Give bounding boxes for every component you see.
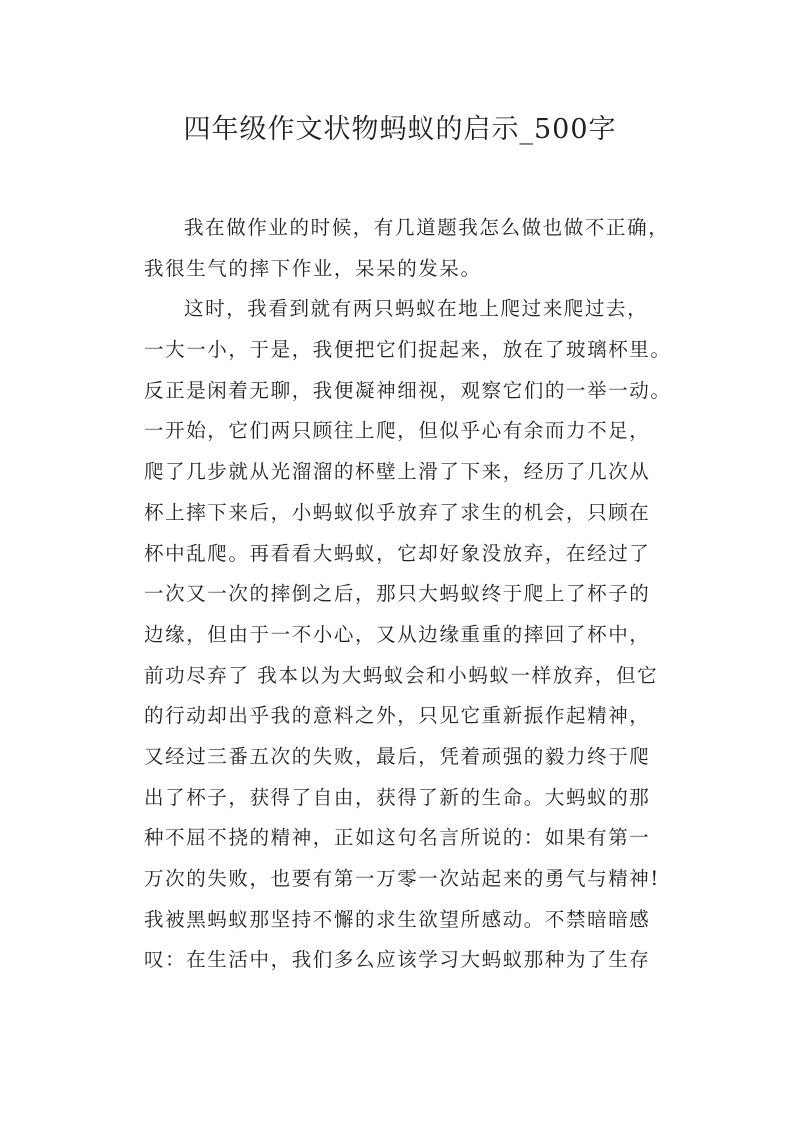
paragraph-2-line-15: 万次的失败，也要有第一万零一次站起来的勇气与精神! bbox=[144, 867, 660, 890]
document-body bbox=[144, 208, 674, 981]
paragraph-2-line-10: 前功尽弃了 我本以为大蚂蚁会和小蚂蚁一样放弃，但它 bbox=[144, 663, 659, 687]
paragraph-2-line-2: 一大一小，于是，我便把它们捉起来，放在了玻璃杯里。 bbox=[144, 338, 672, 362]
paragraph-2-line-8: 一次又一次的摔倒之后，那只大蚂蚁终于爬上了杯子的 bbox=[144, 582, 651, 606]
paragraph-1-line-1: 我在做作业的时候，有几道题我怎么做也做不正确， bbox=[184, 216, 670, 239]
paragraph-2-line-16: 我被黑蚂蚁那坚持不懈的求生欲望所感动。不禁暗暗感 bbox=[144, 907, 651, 931]
paragraph-2-line-4: 一开始，它们两只顾往上爬，但似乎心有余而力不足， bbox=[144, 419, 651, 443]
paragraph-2-line-9: 边缘，但由于一不小心，又从边缘重重的摔回了杯中， bbox=[144, 622, 651, 646]
paragraph-2-line-11: 的行动却出乎我的意料之外，只见它重新振作起精神， bbox=[144, 704, 651, 728]
paragraph-2-line-17: 叹：在生活中，我们多么应该学习大蚂蚁那种为了生存 bbox=[144, 948, 651, 972]
paragraph-2-line-3: 反正是闲着无聊，我便凝神细视，观察它们的一举一动。 bbox=[144, 378, 672, 402]
paragraph-1-line-2: 我很生气的摔下作业，呆呆的发呆。 bbox=[144, 256, 482, 280]
paragraph-2-line-1: 这时，我看到就有两只蚂蚁在地上爬过来爬过去， bbox=[184, 297, 649, 321]
paragraph-2-line-7: 杯中乱爬。再看看大蚂蚁，它却好象没放弃，在经过了 bbox=[144, 541, 651, 565]
paragraph-2-line-13: 出了杯子，获得了自由，获得了新的生命。大蚂蚁的那 bbox=[144, 785, 651, 809]
paragraph-2-line-6: 杯上摔下来后，小蚂蚁似乎放弃了求生的机会，只顾在 bbox=[144, 500, 651, 524]
paragraph-2-line-14: 种不屈不挠的精神，正如这句名言所说的：如果有第一 bbox=[144, 826, 651, 850]
paragraph-2-line-12: 又经过三番五次的失败，最后，凭着顽强的毅力终于爬 bbox=[144, 744, 651, 768]
paragraph-2-line-5: 爬了几步就从光溜溜的杯壁上滑了下来，经历了几次从 bbox=[144, 460, 651, 484]
document-title: 四年级作文状物蚂蚁的启示_500字 bbox=[183, 114, 617, 145]
